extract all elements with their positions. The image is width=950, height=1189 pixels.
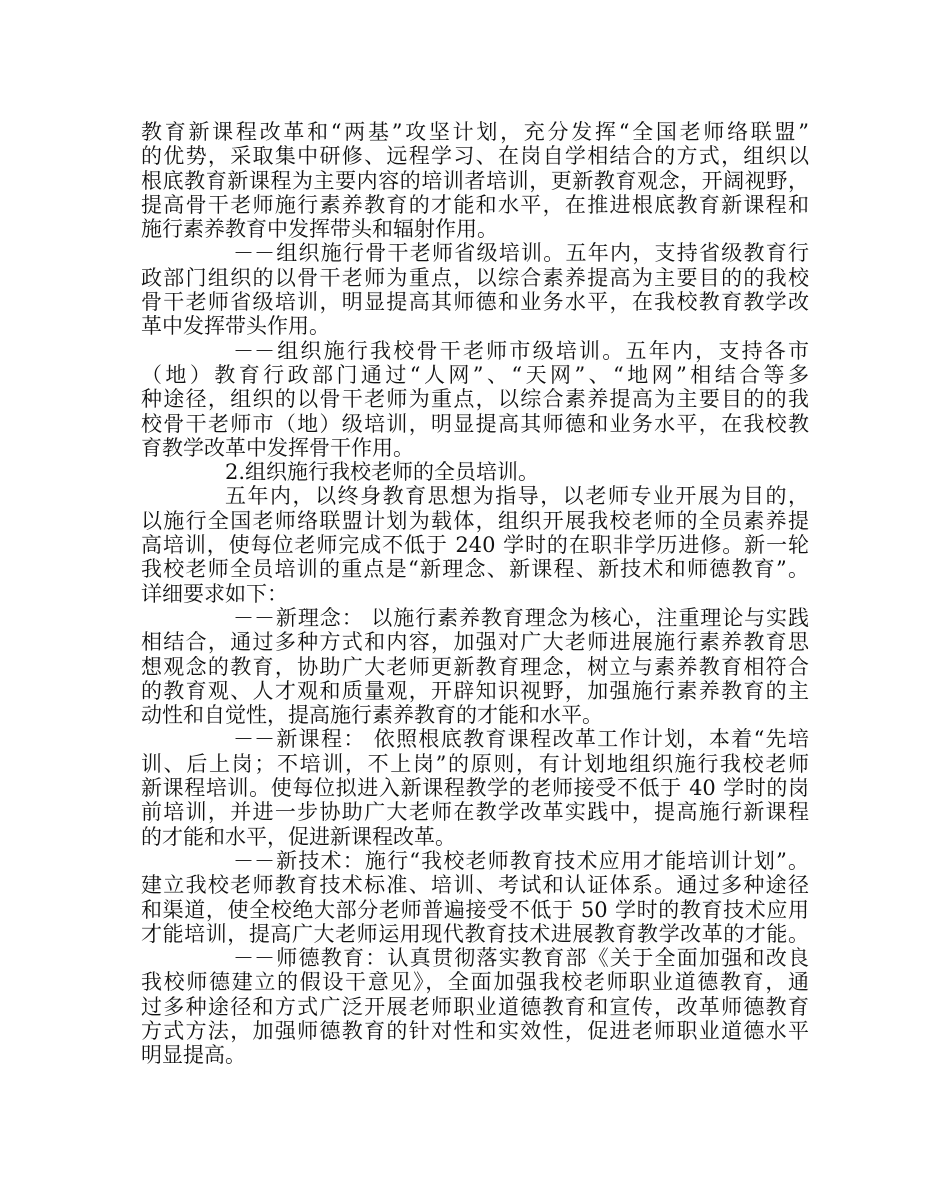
text-line: 想观念的教育，协助广大老师更新教育理念，树立与素养教育相符合: [141, 654, 809, 679]
text-line: 的教育观、人才观和质量观，开辟知识视野，加强施行素养教育的主: [141, 678, 809, 703]
document-body: [141, 120, 809, 1068]
text-line: 五年内，以终身教育思想为指导，以老师专业开展为目的，: [225, 484, 809, 509]
text-line: 育教学改革中发挥骨干作用。: [141, 435, 414, 460]
text-line: 才能培训，提高广大老师运用现代教育技术进展教育教学改革的才能。: [141, 921, 809, 946]
text-line: 训、后上岗；不培训，不上岗”的原则，有计划地组织施行我校老师: [141, 751, 809, 776]
text-line: －－新技术：施行“我校老师教育技术应用才能培训计划”。: [233, 848, 809, 873]
text-line: 以施行全国老师络联盟计划为载体，组织开展我校老师的全员素养提: [141, 508, 809, 533]
text-line: －－新课程： 依照根底教育课程改革工作计划，本着“先培: [233, 727, 809, 752]
text-line: 和渠道，使全校绝大部分老师普遍接受不低于 50 学时的教育技术应用: [141, 897, 809, 922]
text-line: 明显提高。: [141, 1043, 246, 1068]
text-line: －－师德教育：认真贯彻落实教育部《关于全面加强和改良: [233, 946, 809, 971]
text-line: 我校师德建立的假设干意见》，全面加强我校老师职业道德教育，通: [141, 970, 809, 995]
text-line: 详细要求如下：: [141, 581, 288, 606]
text-line: 动性和自觉性，提高施行素养教育的才能和水平。: [141, 703, 603, 728]
text-line: 的才能和水平，促进新课程改革。: [141, 824, 456, 849]
text-line: 政部门组织的以骨干老师为重点，以综合素养提高为主要目的的我校: [141, 265, 809, 290]
text-line: 种途径，组织的以骨干老师为重点，以综合素养提高为主要目的的我: [141, 387, 809, 412]
text-line: 我校老师全员培训的重点是“新理念、新课程、新技术和师德教育”。: [141, 557, 809, 582]
text-line: 提高骨干老师施行素养教育的才能和水平，在推进根底教育新课程和: [141, 192, 809, 217]
section-heading: 2.组织施行我校老师的全员培训。: [225, 460, 540, 485]
text-line: －－新理念： 以施行素养教育理念为核心，注重理论与实践: [233, 605, 809, 630]
text-line: 前培训，并进一步协助广大老师在教学改革实践中，提高施行新课程: [141, 800, 809, 825]
text-line: 建立我校老师教育技术标准、培训、考试和认证体系。通过多种途径: [141, 873, 809, 898]
text-line: 校骨干老师市（地）级培训，明显提高其师德和业务水平，在我校教: [141, 411, 809, 436]
text-line: －－组织施行我校骨干老师市级培训。五年内，支持各市: [233, 338, 809, 363]
text-line: 新课程培训。使每位拟进入新课程教学的老师接受不低于 40 学时的岗: [141, 776, 809, 801]
text-line: －－组织施行骨干老师省级培训。五年内，支持省级教育行: [233, 241, 809, 266]
text-line: 的优势，采取集中研修、远程学习、在岗自学相结合的方式，组织以: [141, 144, 809, 169]
text-line: 骨干老师省级培训，明显提高其师德和业务水平，在我校教育教学改: [141, 290, 809, 315]
text-line: 教育新课程改革和“两基”攻坚计划，充分发挥“全国老师络联盟”: [141, 120, 809, 144]
text-line: （地）教育行政部门通过“人网”、“天网”、“地网”相结合等多: [141, 362, 809, 387]
text-line: 根底教育新课程为主要内容的培训者培训，更新教育观念，开阔视野，: [141, 168, 809, 193]
text-line: 相结合，通过多种方式和内容，加强对广大老师进展施行素养教育思: [141, 630, 809, 655]
text-line: 过多种途径和方式广泛开展老师职业道德教育和宣传，改革师德教育: [141, 994, 809, 1019]
text-line: 方式方法，加强师德教育的针对性和实效性，促进老师职业道德水平: [141, 1018, 809, 1043]
text-line: 施行素养教育中发挥带头和辐射作用。: [141, 217, 498, 242]
text-line: 革中发挥带头作用。: [141, 314, 330, 339]
text-line: 高培训，使每位老师完成不低于 240 学时的在职非学历进修。新一轮: [141, 533, 809, 558]
